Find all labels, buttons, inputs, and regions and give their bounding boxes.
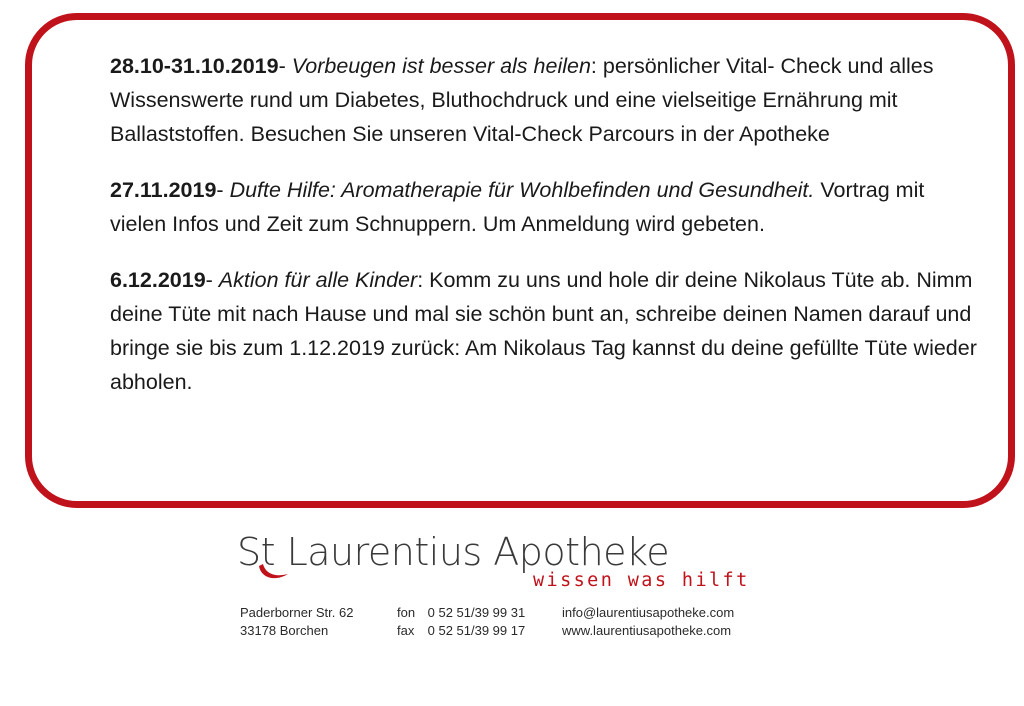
phone-block (397, 604, 525, 640)
event-item (110, 49, 980, 151)
event-item (110, 263, 980, 399)
event-title: Dufte Hilfe: Aromatherapie für Wohlbefinden und Gesundheit. (229, 178, 815, 202)
pharmacy-footer (237, 530, 757, 650)
event-date: 28.10-31.10.2019 (110, 54, 279, 78)
events-list (110, 49, 980, 421)
address-city: 33178 Borchen (240, 623, 329, 638)
phone-line (397, 604, 525, 622)
event-title: Aktion für alle Kinder (218, 268, 418, 292)
address-block (240, 604, 353, 640)
event-description: : Komm zu uns und hole dir deine Nikolaus Tüte ab. Nimm deine Tüte mit nach Hause und mal sie schön bunt an, schreibe deinen Namen darauf und bringe sie bis zum 1.12.2019 zurück: Am Nikolaus Tag kannst du deine gefüllte Tüte wieder abholen. (110, 268, 977, 394)
web-block (562, 604, 734, 640)
fax-label: fax (397, 623, 415, 638)
address-street: Paderborner Str. 62 (240, 605, 354, 620)
event-title: Vorbeugen ist besser als heilen (291, 54, 591, 78)
event-separator: - (205, 268, 219, 292)
phone-number: 0 52 51/39 99 31 (427, 605, 526, 620)
email-address: info@laurentiusapotheke.com (562, 605, 735, 620)
event-separator: - (216, 178, 230, 202)
fax-number: 0 52 51/39 99 17 (427, 623, 526, 638)
event-separator: - (278, 54, 292, 78)
event-date: 6.12.2019 (110, 268, 206, 292)
phone-label: fon (397, 605, 416, 620)
website-url: www.laurentiusapotheke.com (562, 623, 732, 638)
event-description: Vortrag mit vielen Infos und Zeit zum Schnuppern. Um Anmeldung wird gebeten. (110, 178, 925, 236)
events-box (25, 13, 1015, 508)
fax-line (397, 622, 525, 640)
brand-name: St Laurentius Apotheke (237, 530, 670, 574)
event-item (110, 173, 980, 241)
logo-swoosh-icon (257, 562, 291, 584)
event-date: 27.11.2019 (110, 178, 217, 202)
event-description: : persönlicher Vital- Check und alles Wissenswerte rund um Diabetes, Bluthochdruck und eine vielseitige Ernährung mit Ballaststoffen. Besuchen Sie unseren Vital-Check Parcours in der Apotheke (110, 54, 934, 146)
brand-tagline: wissen was hilft (533, 570, 750, 591)
